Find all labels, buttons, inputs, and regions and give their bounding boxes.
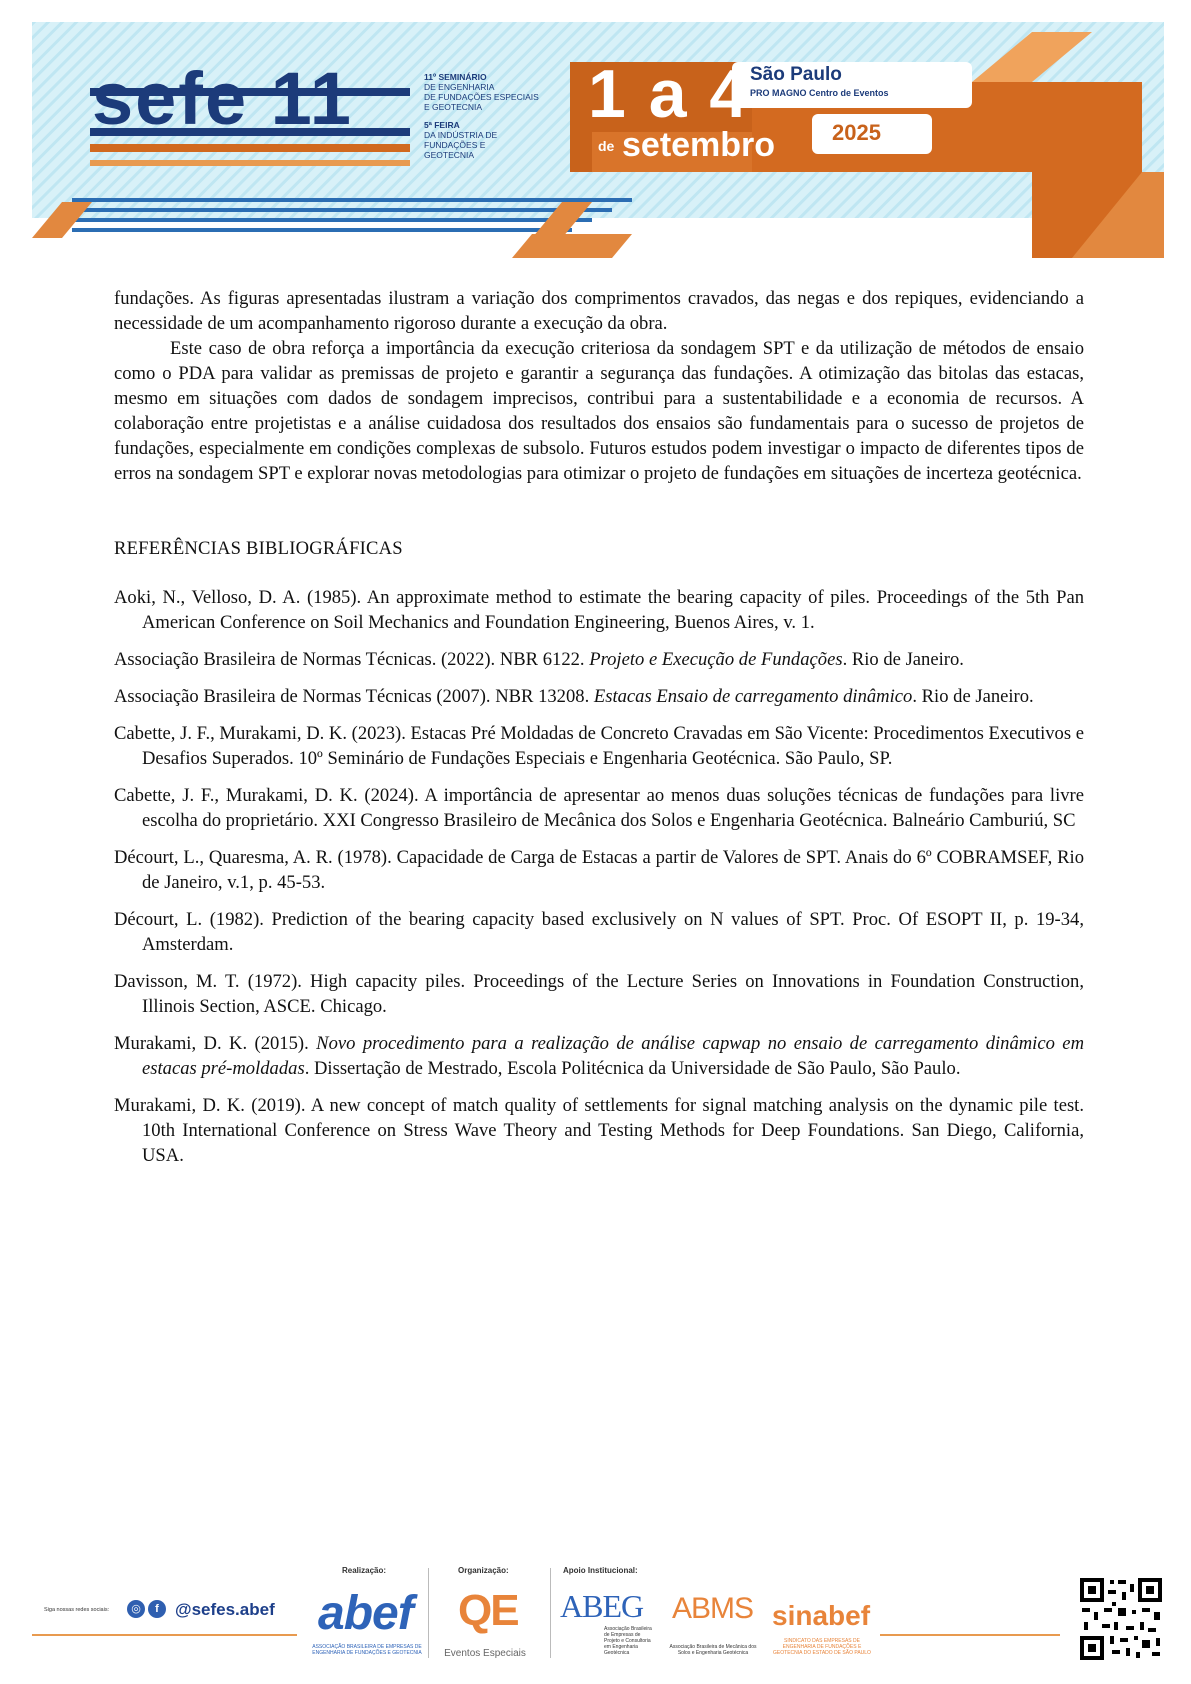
paper-body <box>114 286 1084 1180</box>
qe-logo: QE <box>458 1586 518 1635</box>
reference-text: Décourt, L. (1982). Prediction of the bearing capacity based exclusively on N values of SPT. Proc. Of ESOPT II, p. 19-34, Amsterdam. <box>114 909 1084 955</box>
abms-subtitle: Associação Brasileira de Mecânica dos Solos e Engenharia Geotécnica <box>669 1644 757 1656</box>
reference-text: Associação Brasileira de Normas Técnicas (2007). NBR 13208. <box>114 686 594 707</box>
reference-item <box>114 783 1084 833</box>
reference-item <box>114 1093 1084 1168</box>
footer-separator-2 <box>550 1568 551 1658</box>
event-dates: 1 a 4 <box>588 56 750 132</box>
body-paragraph-1: fundações. As figuras apresentadas ilustram a variação dos comprimentos cravados, das negas e dos repiques, evidenciando a necessidade de um acompanhamento rigoroso durante a execução da obra. <box>114 288 1084 334</box>
sinabef-subtitle: SINDICATO DAS EMPRESAS DE ENGENHARIA DE FUNDAÇÕES E GEOTECNIA DO ESTADO DE SÃO PAULO <box>773 1638 871 1656</box>
footer <box>0 1548 1191 1684</box>
event-line-1: 11º SEMINÁRIO <box>424 72 487 82</box>
reference-item <box>114 585 1084 635</box>
reference-item <box>114 684 1084 709</box>
reference-item <box>114 647 1084 672</box>
social-label: Siga nossas redes sociais: <box>44 1607 110 1613</box>
qe-subtitle: Eventos Especiais <box>444 1648 526 1659</box>
abms-logo: ABMS <box>672 1592 754 1625</box>
event-venue: PRO MAGNO Centro de Eventos <box>750 88 889 98</box>
reference-item <box>114 907 1084 957</box>
abeg-subtitle: Associação Brasileira de Empresas de Projeto e Consultoria em Engenharia Geotécnica <box>604 1626 652 1656</box>
event-month: setembro <box>622 126 776 164</box>
qr-code-icon[interactable] <box>1078 1576 1164 1662</box>
footer-rule-right <box>880 1634 1060 1636</box>
event-info <box>424 72 539 160</box>
references-list <box>114 585 1084 1168</box>
reference-text: Murakami, D. K. (2015). <box>114 1033 317 1054</box>
fair-line-4: GEOTECNIA <box>424 150 475 160</box>
event-de: de <box>598 138 615 154</box>
reference-text: Murakami, D. K. (2019). A new concept of match quality of settlements for signal matching analysis on the dynamic pile test. 10th International Conference on Stress Wave Theory and Testing Methods for Deep Foundations. San Diego, California, USA. <box>114 1095 1084 1166</box>
reference-item <box>114 845 1084 895</box>
reference-text: Cabette, J. F., Murakami, D. K. (2024). A importância de apresentar ao menos duas soluções técnicas de fundações para livre escolha do proprietário. XXI Congresso Brasileiro de Mecânica dos Solos e Engenharia Geotécnica. Balneário Camburiú, SC <box>114 785 1084 831</box>
abef-subtitle: ASSOCIAÇÃO BRASILEIRA DE EMPRESAS DE ENGENHARIA DE FUNDAÇÕES E GEOTECNIA <box>312 1644 422 1656</box>
footer-separator-1 <box>428 1568 429 1658</box>
reference-text: Aoki, N., Velloso, D. A. (1985). An approximate method to estimate the bearing capacity of piles. Proceedings of the 5th Pan American Conference on Soil Mechanics and Foundation Engineering, Buenos Aires, v. 1. <box>114 587 1084 633</box>
reference-text: Cabette, J. F., Murakami, D. K. (2023). Estacas Pré Moldadas de Concreto Cravadas em São Vicente: Procedimentos Executivos e Desafios Superados. 10º Seminário de Fundações Especiais e Engenharia Geotécnica. São Paulo, SP. <box>114 723 1084 769</box>
reference-text-tail: . Dissertação de Mestrado, Escola Politécnica da Universidade de São Paulo, São Paulo. <box>304 1058 961 1079</box>
event-line-4: E GEOTECNIA <box>424 102 483 112</box>
event-line-2: DE ENGENHARIA <box>424 82 495 92</box>
body-paragraph-2: Este caso de obra reforça a importância da execução criteriosa da sondagem SPT e da utilização de métodos de ensaio como o PDA para validar as premissas de projeto e garantir a segurança das fundações. A otimização das bitolas das estacas, mesmo em situações com dados de sondagem imprecisos, contribui para a sustentabilidade e a economia de recursos. A colaboração entre projetistas e a análise cuidadosa dos resultados dos ensaios são fundamentais para o sucesso de projetos de fundações, especialmente em condições complexas de subsolo. Futuros estudos podem investigar o impacto de diferentes tipos de erros na sondagem SPT e explorar novas metodologias para otimizar o projeto de fundações em situações de incerteza geotécnica. <box>114 338 1084 484</box>
event-line-3: DE FUNDAÇÕES ESPECIAIS <box>424 92 539 102</box>
event-year: 2025 <box>832 120 881 145</box>
reference-text-tail: . Rio de Janeiro. <box>912 686 1034 707</box>
header-banner <box>32 22 1164 260</box>
realizacao-label: Realização: <box>342 1566 387 1575</box>
abef-logo: abef <box>318 1587 413 1640</box>
abeg-logo: ABEG <box>560 1588 644 1624</box>
apoio-label: Apoio Institucional: <box>563 1566 638 1575</box>
reference-italic-title: Estacas Ensaio de carregamento dinâmico <box>593 686 913 707</box>
social-handle[interactable]: @sefes.abef <box>175 1600 275 1619</box>
reference-item <box>114 721 1084 771</box>
reference-text: Associação Brasileira de Normas Técnicas. (2022). NBR 6122. <box>114 649 590 670</box>
organizacao-label: Organização: <box>458 1566 509 1575</box>
event-city: São Paulo <box>750 64 842 85</box>
reference-text-tail: . Rio de Janeiro. <box>842 649 964 670</box>
references-heading: REFERÊNCIAS BIBLIOGRÁFICAS <box>114 538 403 559</box>
reference-text: Davisson, M. T. (1972). High capacity piles. Proceedings of the Lecture Series on Innovations in Foundation Construction, Illinois Section, ASCE. Chicago. <box>114 971 1084 1017</box>
reference-item <box>114 1031 1084 1081</box>
sefe-wordmark: sefe 11 <box>92 57 353 140</box>
reference-italic-title: Novo procedimento para a realização de análise capwap no ensaio de carregamento dinâmico em estacas pré-moldadas <box>142 1033 1084 1079</box>
reference-italic-title: Projeto e Execução de Fundações <box>589 649 843 670</box>
instagram-icon[interactable]: ◎ <box>127 1600 145 1618</box>
fair-line-3: FUNDAÇÕES E <box>424 140 486 150</box>
fair-line-1: 5ª FEIRA <box>424 120 460 130</box>
facebook-icon[interactable]: f <box>148 1600 166 1618</box>
fair-line-2: DA INDÚSTRIA DE <box>424 130 498 140</box>
sinabef-logo: sinabef <box>772 1600 871 1631</box>
reference-item <box>114 969 1084 1019</box>
footer-rule-left <box>32 1634 297 1636</box>
reference-text: Décourt, L., Quaresma, A. R. (1978). Capacidade de Carga de Estacas a partir de Valores de SPT. Anais do 6º COBRAMSEF, Rio de Janeiro, v.1, p. 45-53. <box>114 847 1084 893</box>
